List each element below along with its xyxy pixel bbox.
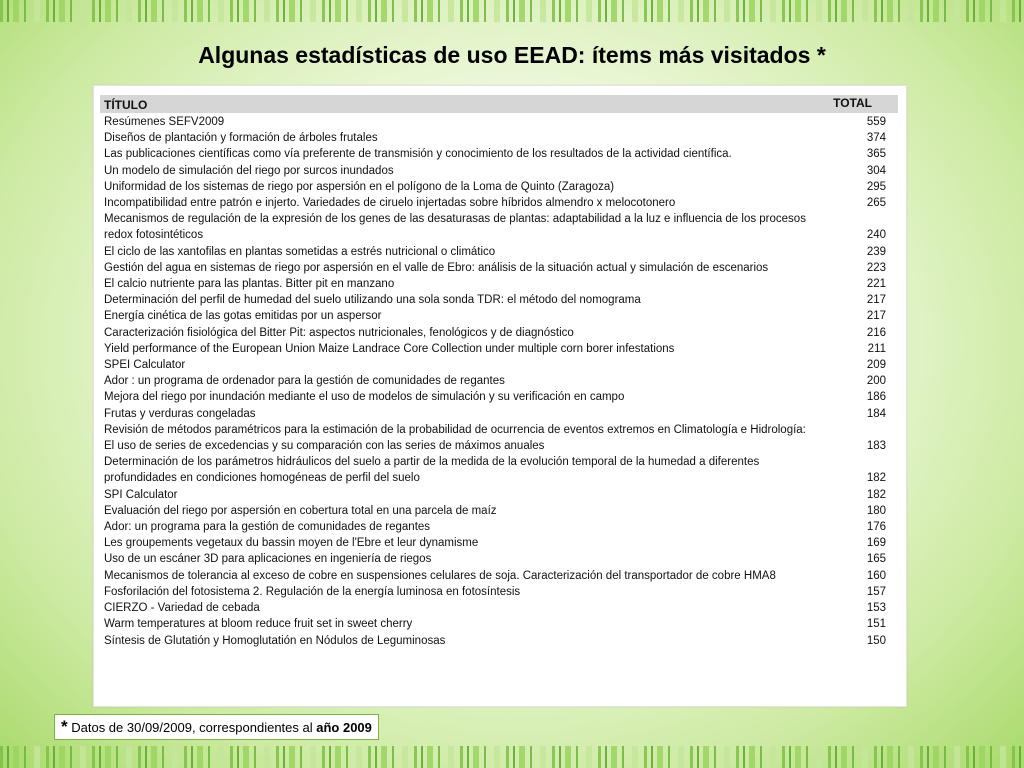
- table-row: [104, 584, 892, 600]
- row-title: Fosforilación del fotosistema 2. Regulación de la energía luminosa en fotosíntesis: [104, 585, 521, 598]
- table-row: [104, 454, 892, 486]
- footnote-star: *: [61, 717, 68, 736]
- row-total: 265: [866, 197, 886, 210]
- row-title: Ador : un programa de ordenador para la gestión de comunidades de regantes: [104, 375, 505, 388]
- row-total: 211: [867, 342, 886, 355]
- row-total: 169: [866, 537, 886, 550]
- row-title: Síntesis de Glutatión y Homoglutatión en Nódulos de Leguminosas: [104, 634, 446, 647]
- row-title: Incompatibilidad entre patrón e injerto. Variedades de ciruelo injertadas sobre híbridos almendro x melocotonero: [104, 197, 676, 210]
- row-total: 153: [866, 602, 886, 615]
- row-title: Yield performance of the European Union Maize Landrace Core Collection under multiple corn borer infestations: [104, 342, 675, 355]
- row-title: Mecanismos de regulación de la expresión de los genes de las desaturasas de plantas: adaptabilidad a la luz e influencia de los procesos redox fotosintéticos: [104, 213, 806, 242]
- table-row: [104, 422, 892, 454]
- table-row: [104, 308, 892, 324]
- table-row: [104, 130, 892, 146]
- header-total: TOTAL: [833, 96, 872, 110]
- table-body: [104, 114, 892, 649]
- table-row: [104, 195, 892, 211]
- footnote-text: Datos de 30/09/2009, correspondientes al: [67, 720, 317, 735]
- table-row: [104, 373, 892, 389]
- table-row: [104, 341, 892, 357]
- row-title: Energía cinética de las gotas emitidas por un aspersor: [104, 310, 382, 323]
- row-title: El ciclo de las xantofilas en plantas sometidas a estrés nutricional o climático: [104, 245, 496, 258]
- row-total: 182: [866, 472, 886, 485]
- row-title: Revisión de métodos paramétricos para la estimación de la probabilidad de ocurrencia de eventos extremos en Climatología e Hidrología: El uso de series de excedencias y su comparación con las series de máximos anuales: [104, 423, 806, 453]
- row-total: 295: [866, 180, 886, 193]
- row-title: Frutas y verduras congeladas: [104, 407, 256, 420]
- stats-table-panel: [93, 85, 907, 707]
- row-total: 150: [866, 634, 886, 647]
- row-total: 374: [866, 132, 886, 145]
- table-row: [104, 389, 892, 405]
- row-title: Ador: un programa para la gestión de comunidades de regantes: [104, 521, 431, 534]
- row-title: Determinación de los parámetros hidráulicos del suelo a partir de la medida de la evolución temporal de la humedad a diferentes profundidades en condiciones homogéneas de perfil del suelo: [104, 456, 760, 485]
- table-row: [104, 487, 892, 503]
- row-title: Les groupements vegetaux du bassin moyen de l'Ebre et leur dynamisme: [104, 537, 479, 550]
- row-total: 221: [866, 278, 886, 291]
- table-row: [104, 325, 892, 341]
- table-header: [100, 95, 898, 113]
- row-total: 176: [866, 521, 886, 534]
- row-total: 183: [866, 440, 886, 453]
- row-total: 184: [866, 407, 886, 420]
- table-row: [104, 519, 892, 535]
- row-title: Uniformidad de los sistemas de riego por aspersión en el polígono de la Loma de Quinto (Zaragoza): [104, 180, 615, 193]
- row-title: SPI Calculator: [104, 488, 178, 501]
- table-row: [104, 211, 892, 243]
- row-title: Resúmenes SEFV2009: [104, 116, 225, 128]
- row-total: 160: [866, 569, 886, 582]
- footnote: [54, 714, 379, 740]
- row-title: Uso de un escáner 3D para aplicaciones en ingeniería de riegos: [104, 553, 432, 566]
- row-title: CIERZO - Variedad de cebada: [104, 602, 260, 615]
- footnote-year: año 2009: [316, 720, 372, 735]
- table-row: [104, 146, 892, 162]
- row-total: 186: [866, 391, 886, 404]
- row-total: 165: [866, 553, 886, 566]
- row-total: 217: [866, 294, 886, 307]
- table-row: [104, 600, 892, 616]
- table-row: [104, 163, 892, 179]
- row-title: El calcio nutriente para las plantas. Bitter pit en manzano: [104, 278, 395, 291]
- row-title: Gestión del agua en sistemas de riego por aspersión en el valle de Ebro: análisis de la situación actual y simulación de escenarios: [104, 261, 769, 274]
- table-row: [104, 244, 892, 260]
- table-row: [104, 114, 892, 130]
- table-row: [104, 616, 892, 632]
- bottom-decorative-stripe: [0, 746, 1024, 768]
- row-total: 223: [866, 261, 886, 274]
- row-total: 239: [866, 245, 886, 258]
- table-row: [104, 406, 892, 422]
- row-total: 559: [866, 116, 886, 128]
- row-title: SPEI Calculator: [104, 359, 186, 372]
- row-title: Determinación del perfil de humedad del suelo utilizando una sola sonda TDR: el método del nomograma: [104, 294, 641, 307]
- table-row: [104, 535, 892, 551]
- row-total: 217: [866, 310, 886, 323]
- row-total: 182: [866, 488, 886, 501]
- row-total: 180: [866, 504, 886, 517]
- header-title: TÍTULO: [104, 98, 148, 112]
- row-total: 151: [866, 618, 886, 631]
- row-title: Evaluación del riego por aspersión en cobertura total en una parcela de maíz: [104, 504, 497, 517]
- table-row: [104, 551, 892, 567]
- row-title: Mejora del riego por inundación mediante el uso de modelos de simulación y su verificación en campo: [104, 391, 625, 404]
- row-total: 240: [866, 229, 886, 242]
- row-title: Diseños de plantación y formación de árboles frutales: [104, 132, 378, 145]
- row-total: 365: [866, 148, 886, 161]
- table-row: [104, 568, 892, 584]
- top-decorative-stripe: [0, 0, 1024, 22]
- row-total: 157: [866, 585, 886, 598]
- table-row: [104, 633, 892, 649]
- table-row: [104, 276, 892, 292]
- table-row: [104, 292, 892, 308]
- slide-title: Algunas estadísticas de uso EEAD: ítems más visitados *: [198, 42, 826, 68]
- row-total: 209: [866, 359, 886, 372]
- row-title: Caracterización fisiológica del Bitter Pit: aspectos nutricionales, fenológicos y de diagnóstico: [104, 326, 574, 339]
- row-title: Warm temperatures at bloom reduce fruit set in sweet cherry: [104, 618, 413, 631]
- table-row: [104, 503, 892, 519]
- row-total: 200: [866, 375, 886, 388]
- table-row: [104, 357, 892, 373]
- row-total: 304: [866, 164, 886, 177]
- table-row: [104, 260, 892, 276]
- row-title: Un modelo de simulación del riego por surcos inundados: [104, 164, 394, 177]
- table-row: [104, 179, 892, 195]
- row-title: Las publicaciones científicas como vía preferente de transmisión y conocimiento de los resultados de la actividad científica.: [104, 148, 732, 161]
- row-total: 216: [866, 326, 886, 339]
- row-title: Mecanismos de tolerancia al exceso de cobre en suspensiones celulares de soja. Caracterización del transportador de cobre HMA8: [104, 569, 776, 582]
